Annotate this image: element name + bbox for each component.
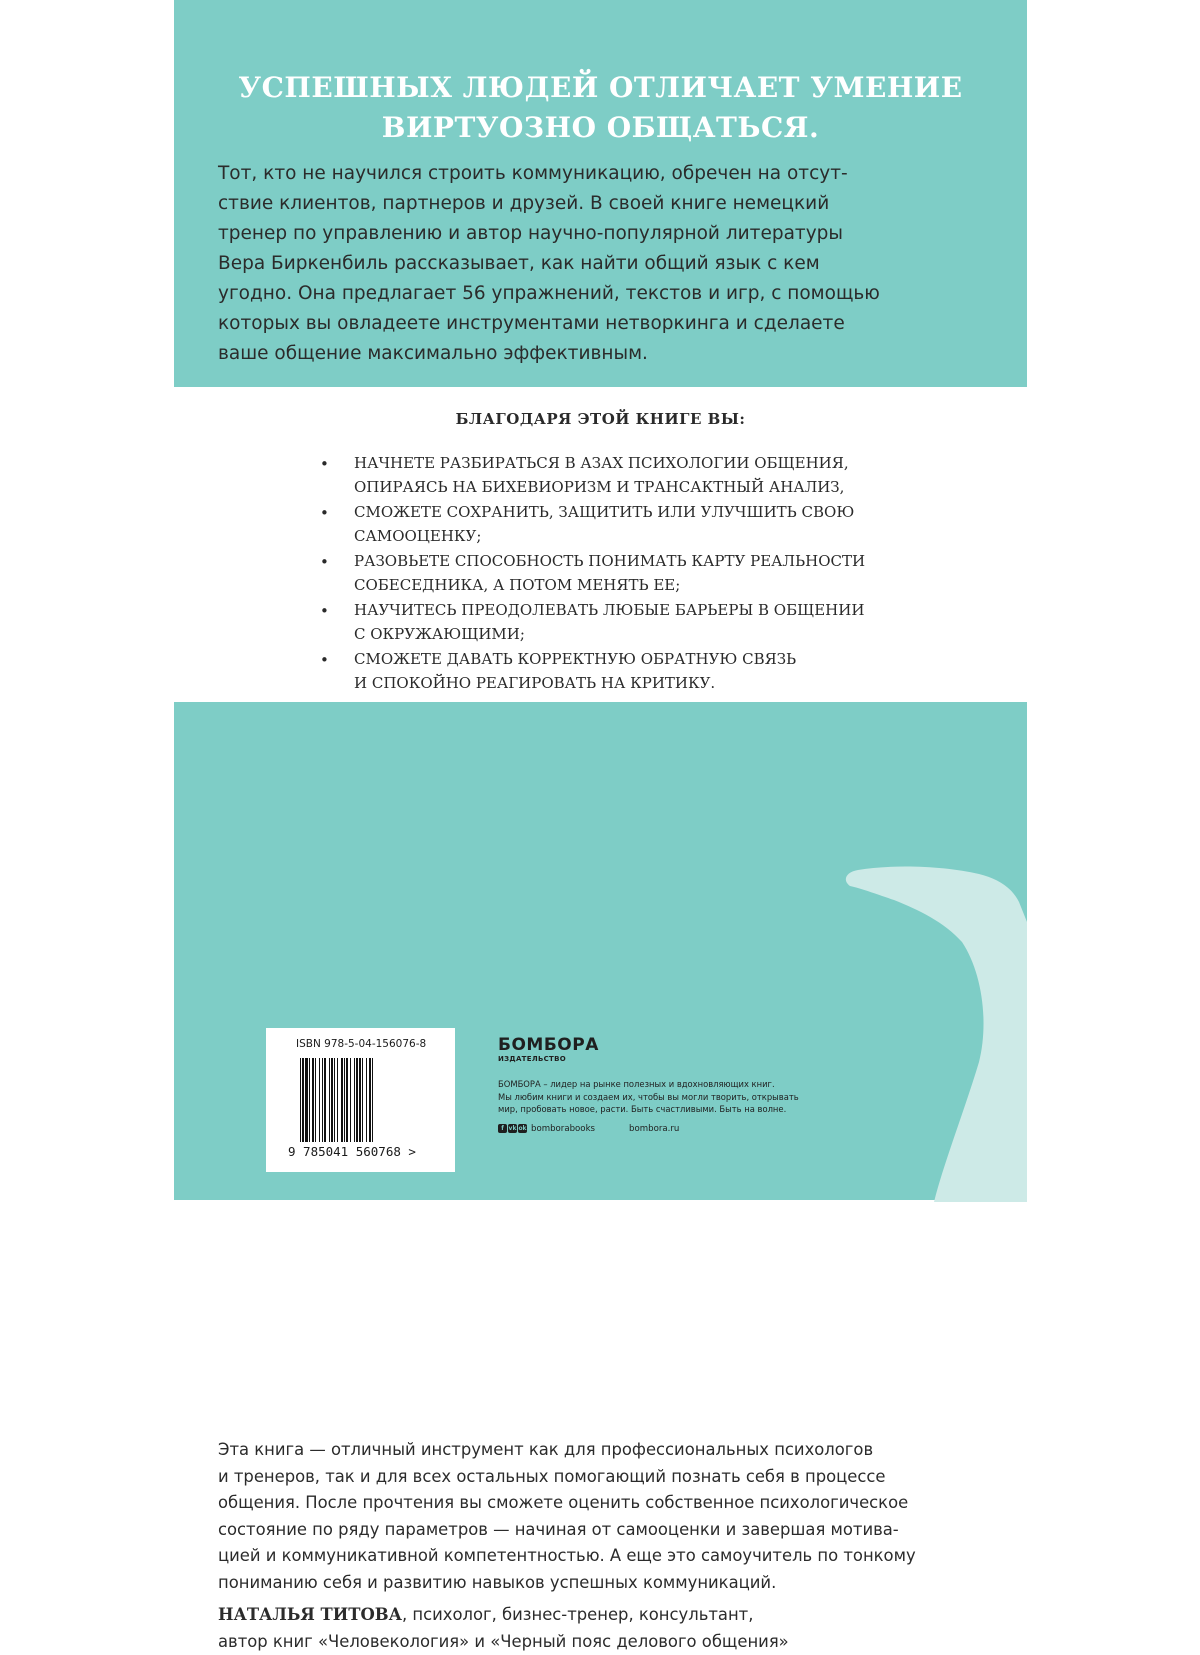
barcode-bar bbox=[369, 1058, 371, 1142]
review-line: Эта книга — отличный инструмент как для профессиональных психологов bbox=[218, 1440, 874, 1459]
barcode-bar bbox=[305, 1058, 308, 1142]
bullet-icon: • bbox=[320, 602, 329, 620]
intro-line: ваше общение максимально эффективным. bbox=[218, 343, 648, 364]
benefit-item bbox=[314, 648, 954, 695]
benefits-title: БЛАГОДАРЯ ЭТОЙ КНИГЕ ВЫ: bbox=[455, 410, 746, 428]
benefit-line: СМОЖЕТЕ ДАВАТЬ КОРРЕКТНУЮ ОБРАТНУЮ СВЯЗЬ bbox=[354, 650, 797, 668]
barcode-bar bbox=[334, 1058, 335, 1142]
intro-paragraph bbox=[218, 159, 1018, 369]
barcode-bar bbox=[344, 1058, 345, 1142]
publisher-website[interactable]: bombora.ru bbox=[629, 1123, 680, 1134]
barcode-bar bbox=[322, 1058, 323, 1142]
barcode-bar bbox=[346, 1058, 348, 1142]
benefit-item bbox=[314, 599, 954, 646]
barcode-box bbox=[266, 1028, 455, 1172]
odnoklassniki-icon[interactable]: ok bbox=[518, 1125, 527, 1132]
review-author bbox=[218, 1602, 1008, 1655]
barcode-bar bbox=[312, 1058, 314, 1142]
barcode-bar bbox=[331, 1058, 333, 1142]
publisher-description bbox=[498, 1078, 838, 1116]
review-line: пониманию себя и развитию навыков успешных коммуникаций. bbox=[218, 1572, 777, 1592]
benefit-line: ОПИРАЯСЬ НА БИХЕВИОРИЗМ И ТРАНСАКТНЫЙ АНАЛИЗ, bbox=[354, 477, 845, 496]
author-role: , психолог, бизнес-тренер, консультант, bbox=[401, 1605, 754, 1624]
review-line: состояние по ряду параметров — начиная от самооценки и завершая мотива- bbox=[218, 1519, 899, 1539]
barcode-bar bbox=[324, 1058, 326, 1142]
intro-line: Тот, кто не научился строить коммуникацию, обречен на отсут- bbox=[218, 163, 848, 184]
barcode-bar bbox=[359, 1058, 361, 1142]
benefit-line: С ОКРУЖАЮЩИМИ; bbox=[354, 624, 525, 643]
barcode-bar bbox=[356, 1058, 358, 1142]
barcode-bar bbox=[354, 1058, 355, 1142]
intro-line: которых вы овладеете инструментами нетворкинга и сделаете bbox=[218, 313, 845, 334]
barcode-bar bbox=[329, 1058, 330, 1142]
social-handle[interactable]: bomborabooks bbox=[531, 1123, 596, 1134]
barcode-icon bbox=[300, 1058, 424, 1142]
barcode-bar bbox=[309, 1058, 310, 1142]
book-back-cover bbox=[174, 0, 1027, 1651]
review-line: общения. После прочтения вы сможете оценить собственное психологическое bbox=[218, 1493, 909, 1513]
bullet-icon: • bbox=[320, 455, 329, 473]
author-books: автор книг «Человекология» и «Черный пояс делового общения» bbox=[218, 1631, 789, 1651]
benefit-line: НАЧНЕТЕ РАЗБИРАТЬСЯ В АЗАХ ПСИХОЛОГИИ ОБЩЕНИЯ, bbox=[354, 454, 849, 472]
barcode-bar bbox=[366, 1058, 367, 1142]
review-line: цией и коммуникативной компетентностью. А еще это самоучитель по тонкому bbox=[218, 1546, 916, 1566]
benefit-item bbox=[314, 452, 954, 499]
barcode-bar bbox=[319, 1058, 320, 1142]
review-paragraph bbox=[218, 1437, 1008, 1597]
barcode-bar bbox=[350, 1058, 351, 1142]
publisher-block bbox=[498, 1036, 838, 1134]
barcode-number: 9 785041 560768 > bbox=[288, 1144, 416, 1159]
barcode-bar bbox=[341, 1058, 343, 1142]
bullet-icon: • bbox=[320, 553, 329, 571]
barcode-bar bbox=[302, 1058, 304, 1142]
barcode-bar bbox=[337, 1058, 338, 1142]
benefit-line: РАЗОВЬЕТЕ СПОСОБНОСТЬ ПОНИМАТЬ КАРТУ РЕАЛЬНОСТИ bbox=[354, 552, 866, 570]
intro-line: Вера Биркенбиль рассказывает, как найти общий язык с кем bbox=[218, 253, 820, 274]
hand-illustration-icon bbox=[814, 862, 1027, 1202]
benefit-line: НАУЧИТЕСЬ ПРЕОДОЛЕВАТЬ ЛЮБЫЕ БАРЬЕРЫ В ОБЩЕНИИ bbox=[354, 601, 865, 619]
facebook-icon[interactable]: f bbox=[498, 1124, 507, 1133]
barcode-bar bbox=[300, 1058, 301, 1142]
barcode-bar bbox=[362, 1058, 363, 1142]
barcode-bar bbox=[372, 1058, 373, 1142]
benefits-list bbox=[314, 452, 954, 697]
benefit-item bbox=[314, 550, 954, 597]
headline bbox=[174, 68, 1027, 148]
author-name: НАТАЛЬЯ ТИТОВА bbox=[218, 1605, 402, 1624]
barcode-bar bbox=[315, 1058, 316, 1142]
bullet-icon: • bbox=[320, 504, 329, 522]
top-teal-band bbox=[174, 0, 1027, 387]
benefit-line: СОБЕСЕДНИКА, А ПОТОМ МЕНЯТЬ ЕЕ; bbox=[354, 575, 681, 594]
publisher-subtitle: ИЗДАТЕЛЬСТВО bbox=[498, 1055, 566, 1063]
bullet-icon: • bbox=[320, 651, 329, 669]
benefit-line: СМОЖЕТЕ СОХРАНИТЬ, ЗАЩИТИТЬ ИЛИ УЛУЧШИТЬ СВОЮ bbox=[354, 503, 855, 521]
review-line: и тренеров, так и для всех остальных помогающий познать себя в процессе bbox=[218, 1466, 886, 1486]
headline-line: ВИРТУОЗНО ОБЩАТЬСЯ. bbox=[381, 111, 820, 144]
bottom-teal-band bbox=[174, 702, 1027, 1651]
intro-line: ствие клиентов, партнеров и друзей. В своей книге немецкий bbox=[218, 193, 830, 214]
benefit-line: САМООЦЕНКУ; bbox=[354, 526, 482, 545]
benefit-line: И СПОКОЙНО РЕАГИРОВАТЬ НА КРИТИКУ. bbox=[354, 673, 716, 692]
publisher-logo: БОМБОРА bbox=[498, 1035, 599, 1055]
intro-line: угодно. Она предлагает 56 упражнений, текстов и игр, с помощью bbox=[218, 283, 880, 304]
vk-icon[interactable]: vk bbox=[508, 1125, 517, 1132]
publisher-description-line: мир, пробовать новое, расти. Быть счастливыми. Быть на волне. bbox=[498, 1104, 787, 1114]
benefit-item bbox=[314, 501, 954, 548]
isbn-label: ISBN 978-5-04-156076-8 bbox=[296, 1038, 427, 1050]
headline-line: УСПЕШНЫХ ЛЮДЕЙ ОТЛИЧАЕТ УМЕНИЕ bbox=[238, 71, 963, 104]
publisher-social bbox=[498, 1124, 838, 1134]
publisher-description-line: БОМБОРА – лидер на рынке полезных и вдохновляющих книг. bbox=[498, 1079, 775, 1089]
publisher-description-line: Мы любим книги и создаем их, чтобы вы могли творить, открывать bbox=[498, 1091, 799, 1102]
intro-line: тренер по управлению и автор научно-популярной литературы bbox=[218, 223, 843, 244]
